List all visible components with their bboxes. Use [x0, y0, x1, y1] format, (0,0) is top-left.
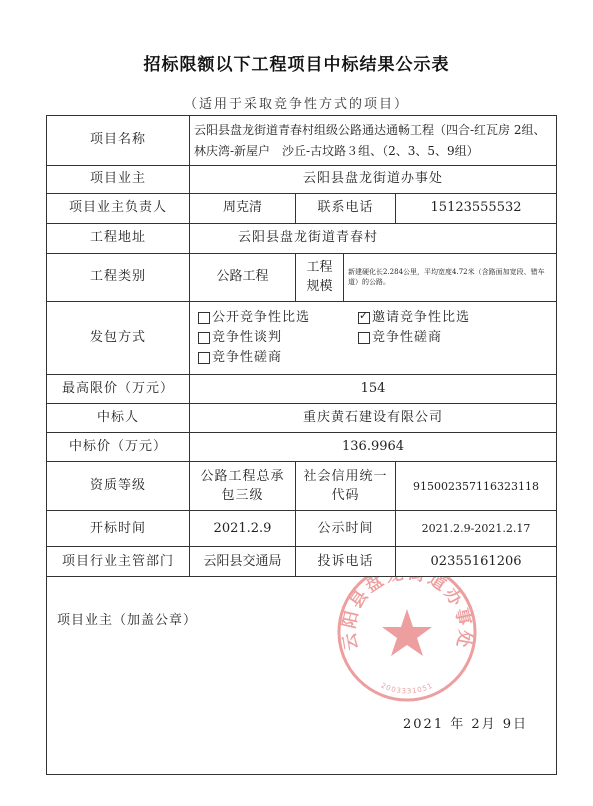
win-price-label: 中标价（万元） [47, 433, 190, 462]
row-authority [47, 547, 557, 577]
start-value: 2021.2.9 [190, 511, 296, 547]
owner-value: 云阳县盘龙街道办事处 [190, 166, 557, 194]
scale-value: 新建硬化长2.284公里，平均宽度4.72米（含路面加宽段、错车道）的公路。 [344, 254, 557, 302]
phone-value: 15123555532 [396, 194, 557, 224]
winner-value: 重庆黄石建设有限公司 [190, 404, 557, 433]
owner-label: 项目业主 [47, 166, 190, 194]
row-contract [47, 302, 557, 375]
publish-label: 公示时间 [296, 511, 396, 547]
authority-value: 云阳县交通局 [190, 547, 296, 577]
row-start [47, 511, 557, 547]
seal-code: 2003331051 [379, 681, 435, 696]
project-name-value: 云阳县盘龙街道青春村组级公路通达通畅工程（四合-红瓦房 2组、 林庆湾-新屋户 沙丘-古坟路３组、（2、3、5、9组） [190, 116, 557, 166]
phone-label: 联系电话 [296, 194, 396, 224]
win-price-value: 136.9964 [190, 433, 557, 462]
start-label: 开标时间 [47, 511, 190, 547]
signature-label: 项目业主（加盖公章） [57, 613, 198, 629]
checkbox-negotiation[interactable] [198, 332, 210, 344]
qualification-label: 资质等级 [47, 462, 190, 511]
complaint-label: 投诉电话 [296, 547, 396, 577]
row-signature [47, 577, 557, 775]
authority-label: 项目行业主管部门 [47, 547, 190, 577]
address-value: 云阳县盘龙街道青春村 [190, 224, 557, 254]
option-negotiation[interactable]: 竞争性谈判 [198, 328, 358, 348]
credit-label: 社会信用统一代码 [296, 462, 396, 511]
category-value: 公路工程 [190, 254, 296, 302]
publish-value: 2021.2.9-2021.2.17 [396, 511, 557, 547]
document-title: 招标限额以下工程项目中标结果公示表 [143, 55, 450, 75]
checkbox-consultation-1[interactable] [358, 332, 370, 344]
signature-date: 2021 年 2月 9日 [403, 717, 529, 733]
official-seal-icon [332, 563, 482, 708]
row-win-price [47, 433, 557, 462]
row-qualification [47, 462, 557, 511]
option-consultation-2[interactable]: 竞争性磋商 [198, 348, 358, 368]
max-price-value: 154 [190, 375, 557, 404]
row-winner [47, 404, 557, 433]
contract-label: 发包方式 [47, 302, 190, 375]
document-subtitle: （适用于采取竞争性方式的项目） [183, 97, 409, 112]
qualification-value: 公路工程总承包三级 [190, 462, 296, 511]
signature-cell [47, 563, 557, 775]
option-public-selection[interactable]: 公开竞争性比选 [198, 308, 358, 328]
row-address [47, 224, 557, 254]
option-consultation-1[interactable]: 竞争性磋商 [358, 328, 442, 348]
option-invite-selection[interactable]: ✓ 邀请竞争性比选 [358, 308, 470, 328]
scale-label: 工程规模 [296, 254, 344, 302]
checkbox-invite-selection[interactable] [358, 312, 370, 324]
seal-text: 云阳县盘龙街道办事处 [339, 563, 475, 653]
result-table [46, 115, 557, 775]
owner-person-label: 项目业主负责人 [47, 194, 190, 224]
credit-value: 915002357116323118 [396, 462, 557, 511]
owner-person-value: 周克清 [190, 194, 296, 224]
complaint-value: 02355161206 [396, 547, 557, 577]
project-name-label: 项目名称 [47, 116, 190, 166]
checkbox-consultation-2[interactable] [198, 352, 210, 364]
row-owner-person [47, 194, 557, 224]
contract-options [190, 302, 557, 375]
checkbox-public-selection[interactable] [198, 312, 210, 324]
seal-star [382, 609, 432, 656]
row-max-price [47, 375, 557, 404]
row-project-name [47, 116, 557, 166]
address-label: 工程地址 [47, 224, 190, 254]
winner-label: 中标人 [47, 404, 190, 433]
category-label: 工程类别 [47, 254, 190, 302]
row-owner [47, 166, 557, 194]
max-price-label: 最高限价（万元） [47, 375, 190, 404]
row-category [47, 254, 557, 302]
